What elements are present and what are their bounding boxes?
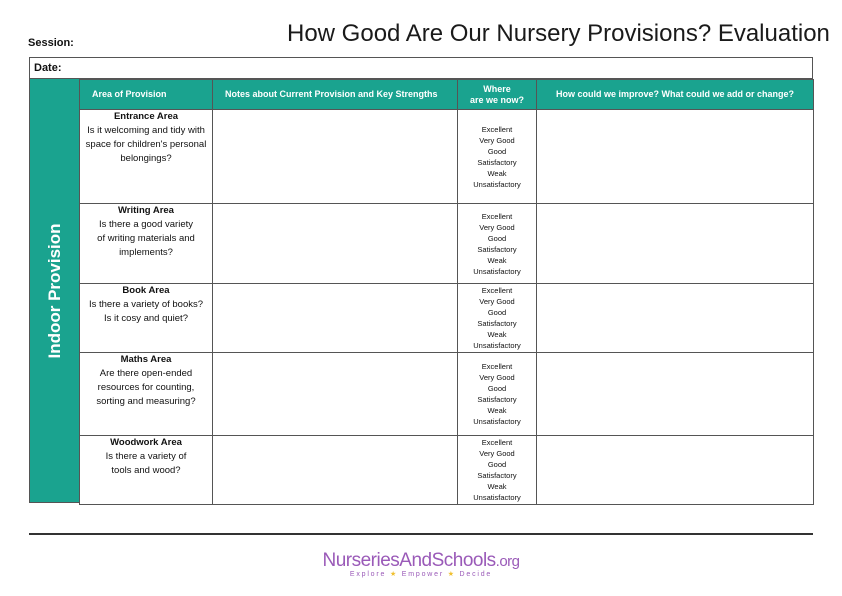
rating-cell[interactable] <box>458 353 537 436</box>
evaluation-table <box>79 79 814 505</box>
improve-cell[interactable] <box>537 353 814 436</box>
rating-unsatisfactory[interactable]: Unsatisfactory <box>473 266 521 276</box>
area-question-line: belongings? <box>120 153 172 164</box>
rating-satisfactory[interactable]: Satisfactory <box>477 319 517 328</box>
rating-good[interactable]: Good <box>487 233 507 243</box>
date-label: Date: <box>34 62 62 74</box>
table-row <box>80 353 814 436</box>
notes-cell[interactable] <box>213 353 458 436</box>
area-question-line: implements? <box>119 247 173 258</box>
rating-excellent[interactable]: Excellent <box>481 211 513 221</box>
column-header-notes: Notes about Current Provision and Key Strengths <box>213 80 458 110</box>
logo-main: NurseriesAndSchools <box>322 550 496 571</box>
logo-suffix: .org <box>495 553 520 570</box>
table-row <box>80 110 814 204</box>
rating-weak[interactable]: Weak <box>487 330 507 339</box>
improve-cell[interactable] <box>537 110 814 204</box>
rating-satisfactory[interactable]: Satisfactory <box>477 244 517 254</box>
area-question-line: Is it cosy and quiet? <box>104 313 188 324</box>
rating-satisfactory[interactable]: Satisfactory <box>477 395 517 404</box>
rating-excellent[interactable]: Excellent <box>481 362 513 371</box>
rating-excellent[interactable]: Excellent <box>481 286 513 295</box>
star-icon: ★ <box>389 571 399 578</box>
rating-cell[interactable] <box>458 436 537 505</box>
rating-very-good[interactable]: Very Good <box>479 222 515 232</box>
table-row <box>80 436 814 505</box>
area-question-line: tools and wood? <box>111 465 181 476</box>
rating-unsatisfactory[interactable]: Unsatisfactory <box>473 493 521 502</box>
tagline-decide: Decide <box>459 571 493 578</box>
area-name: Woodwork Area <box>110 437 182 448</box>
area-cell <box>80 110 213 204</box>
page-title: How Good Are Our Nursery Provisions? Evaluation <box>287 20 830 47</box>
rating-very-good[interactable]: Very Good <box>479 297 515 306</box>
area-cell <box>80 436 213 505</box>
area-question-line: Are there open-ended <box>99 368 193 379</box>
area-name: Entrance Area <box>113 111 179 122</box>
area-question-line: space for children's personal <box>85 139 207 150</box>
area-name: Maths Area <box>120 354 172 365</box>
rating-unsatisfactory[interactable]: Unsatisfactory <box>473 179 521 189</box>
notes-cell[interactable] <box>213 284 458 353</box>
rating-excellent[interactable]: Excellent <box>481 438 513 447</box>
rating-cell[interactable] <box>458 204 537 284</box>
area-cell <box>80 284 213 353</box>
table-row <box>80 204 814 284</box>
rating-good[interactable]: Good <box>487 308 507 317</box>
improve-cell[interactable] <box>537 436 814 505</box>
rating-weak[interactable]: Weak <box>487 168 507 178</box>
area-question-line: Is there a variety of <box>105 451 187 462</box>
rating-good[interactable]: Good <box>487 460 507 469</box>
rating-cell[interactable] <box>458 110 537 204</box>
notes-cell[interactable] <box>213 110 458 204</box>
rating-excellent[interactable]: Excellent <box>481 124 513 134</box>
tagline-empower: Empower <box>401 571 444 578</box>
area-question-line: Is there a variety of books? <box>88 299 204 310</box>
improve-cell[interactable] <box>537 284 814 353</box>
rating-very-good[interactable]: Very Good <box>479 449 515 458</box>
area-question-line: Is there a good variety <box>99 219 193 230</box>
area-name: Writing Area <box>118 205 174 216</box>
star-icon: ★ <box>447 571 456 578</box>
session-label: Session: <box>28 37 74 49</box>
notes-cell[interactable] <box>213 436 458 505</box>
improve-cell[interactable] <box>537 204 814 284</box>
rating-good[interactable]: Good <box>487 384 507 393</box>
area-name: Book Area <box>122 285 170 296</box>
date-row <box>29 57 813 79</box>
rating-cell[interactable] <box>458 284 537 353</box>
rating-good[interactable]: Good <box>487 146 507 156</box>
column-header-improve: How could we improve? What could we add or change? <box>537 80 814 110</box>
brand-tagline <box>0 570 842 578</box>
indoor-provision-band <box>29 79 79 503</box>
area-question-line: sorting and measuring? <box>96 396 196 407</box>
area-cell <box>80 353 213 436</box>
rating-weak[interactable]: Weak <box>487 406 507 415</box>
area-question-line: Is it welcoming and tidy with <box>87 125 205 136</box>
area-question-line: of writing materials and <box>97 233 195 244</box>
rating-very-good[interactable]: Very Good <box>479 135 515 145</box>
area-cell <box>80 204 213 284</box>
table-row <box>80 284 814 353</box>
rating-unsatisfactory[interactable]: Unsatisfactory <box>473 341 521 350</box>
column-header-where-line1: Where <box>483 83 511 94</box>
area-question-line: resources for counting, <box>97 382 195 393</box>
brand-logo[interactable] <box>0 550 842 572</box>
rating-very-good[interactable]: Very Good <box>479 373 515 382</box>
rating-satisfactory[interactable]: Satisfactory <box>477 157 517 167</box>
table-header-row <box>80 80 814 110</box>
rating-satisfactory[interactable]: Satisfactory <box>477 471 517 480</box>
column-header-where-line2: are we now? <box>469 94 524 105</box>
indoor-provision-label: Indoor Provision <box>44 222 64 359</box>
footer-divider <box>29 533 813 535</box>
rating-weak[interactable]: Weak <box>487 482 507 491</box>
rating-unsatisfactory[interactable]: Unsatisfactory <box>473 417 521 426</box>
rating-weak[interactable]: Weak <box>487 255 507 265</box>
column-header-area: Area of Provision <box>80 80 213 110</box>
column-header-where <box>458 80 537 110</box>
tagline-explore: Explore <box>349 571 387 578</box>
notes-cell[interactable] <box>213 204 458 284</box>
